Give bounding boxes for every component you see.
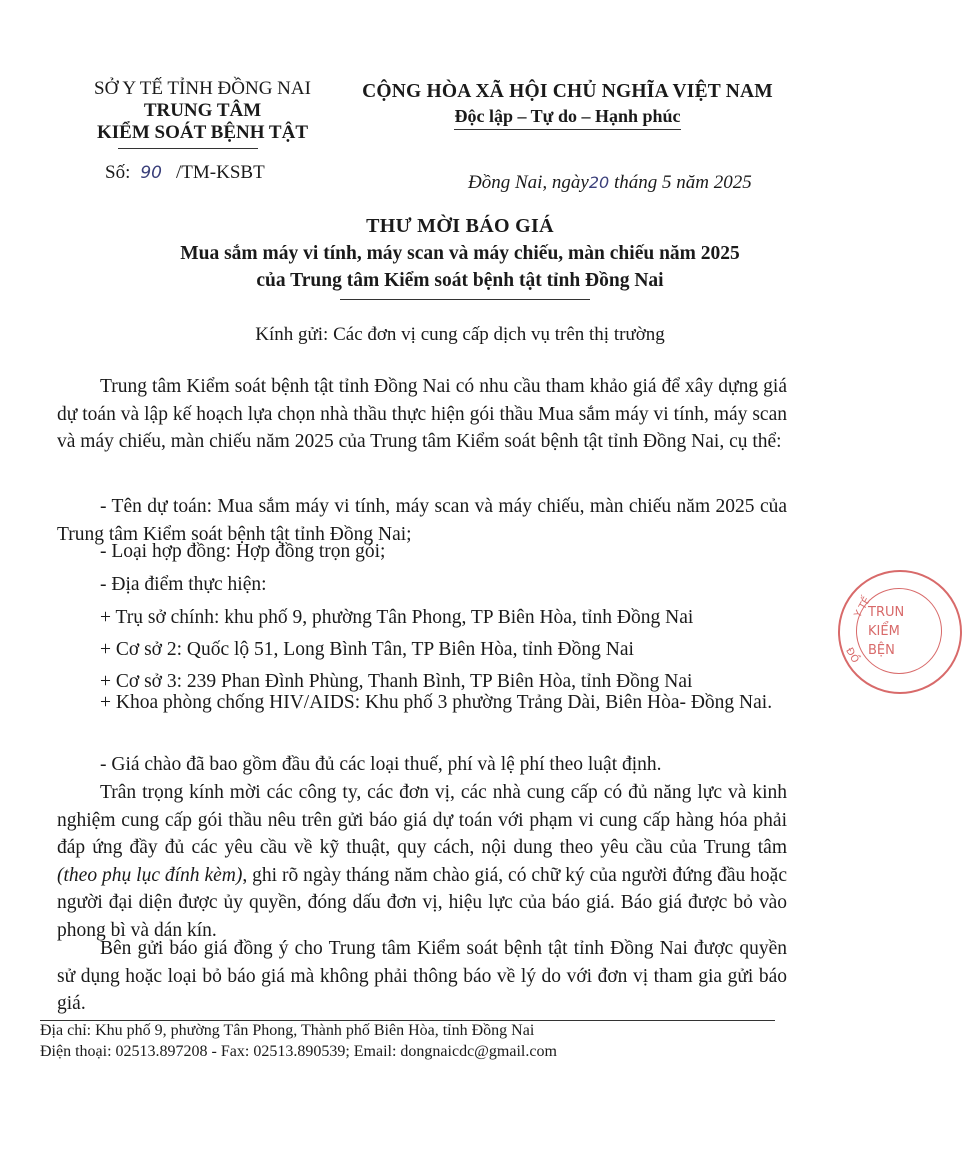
seal-line-2: KIỂM [868,624,900,639]
seal-line-1: TRUN [868,605,905,620]
document-subtitle-1: Mua sắm máy vi tính, máy scan và máy chiếu, màn chiếu năm 2025 [180,243,740,264]
issuing-organization [70,78,335,144]
invitation-text-a: Trân trọng kính mời các công ty, các đơn vị, các nhà cung cấp có đủ năng lực và kinh nghiệm cung cấp gói thầu nêu trên gửi báo giá dự toán với phạm vi cung cấp hàng hóa phải đáp ứng đầy đủ các yêu cầu về kỹ thuật, quy cách, nội dung theo yêu cầu của Trung tâm [57,782,787,858]
nation-title: CỘNG HÒA XÃ HỘI CHỦ NGHĨA VIỆT NAM [362,81,773,102]
org-line-1: SỞ Y TẾ TỈNH ĐỒNG NAI [94,78,311,99]
seal-ring-top-text: Y TẾ [852,595,874,620]
location-3: + Cơ sở 3: 239 Phan Đình Phùng, Thanh Bình, TP Biên Hòa, tỉnh Đồng Nai [100,671,693,692]
invitation-text-b: , ghi rõ ngày tháng năm chào giá, có chữ ký của người đứng đầu hoặc người đại diện được ủy quyền, đóng dấu đơn vị, hiệu lực của báo giá. Báo giá được bỏ vào phong bì và dán kín. [57,864,787,941]
footer-divider [40,1020,775,1021]
date-prefix: Đồng Nai, ngày [468,172,589,193]
motto: Độc lập – Tự do – Hạnh phúc [454,104,680,130]
date-suffix: tháng 5 năm 2025 [609,172,752,193]
location-heading: - Địa điểm thực hiện: [100,574,267,595]
location-main: + Trụ sở chính: khu phố 9, phường Tân Phong, TP Biên Hòa, tỉnh Đồng Nai [100,607,694,628]
red-seal-stamp [838,570,962,694]
intro-paragraph: Trung tâm Kiểm soát bệnh tật tỉnh Đồng Nai có nhu cầu tham khảo giá để xây dựng giá dự toán và lập kế hoạch lựa chọn nhà thầu thực hiện gói thầu Mua sắm máy vi tính, máy scan và máy chiếu, màn chiếu năm 2025 của Trung tâm Kiểm soát bệnh tật tỉnh Đồng Nai, cụ thể: [57,376,787,452]
invitation-paragraph [57,779,787,944]
date-day-handwritten: 20 [588,173,610,192]
consent-paragraph: Bên gửi báo giá đồng ý cho Trung tâm Kiểm soát bệnh tật tỉnh Đồng Nai được quyền sử dụng hoặc loại bỏ báo giá mà không phải thông báo về lý do với đơn vị tham gia gửi báo giá. [57,938,787,1014]
so-number-handwritten: 90 [140,163,162,183]
price-note: - Giá chào đã bao gồm đầu đủ các loại thuế, phí và lệ phí theo luật định. [100,754,662,775]
org-line-3: KIỂM SOÁT BỆNH TẬT [97,122,308,143]
title-underline [340,299,590,300]
document-date [468,172,752,194]
document-subtitle-2: của Trung tâm Kiểm soát bệnh tật tỉnh Đồng Nai [256,270,664,291]
document-number [105,162,265,184]
seal-line-3: BỆN [868,643,895,658]
recipient-line: Kính gửi: Các đơn vị cung cấp dịch vụ trên thị trường [255,324,665,345]
appendix-note: (theo phụ lục đính kèm) [57,864,243,886]
org-underline [118,148,258,149]
so-prefix: Số: [105,162,131,183]
estimate-name: - Tên dự toán: Mua sắm máy vi tính, máy scan và máy chiếu, màn chiếu năm 2025 của Trung tâm Kiểm soát bệnh tật tỉnh Đồng Nai; [57,496,787,545]
national-header [335,80,800,130]
footer-address: Địa chỉ: Khu phố 9, phường Tân Phong, Thành phố Biên Hòa, tỉnh Đồng Nai [40,1022,535,1039]
seal-ring-bottom-text: ĐỒ [843,645,861,666]
location-hiv: + Khoa phòng chống HIV/AIDS: Khu phố 3 phường Trảng Dài, Biên Hòa- Đồng Nai. [100,692,773,713]
contract-type: - Loại hợp đồng: Hợp đồng trọn gói; [100,541,386,562]
location-2: + Cơ sở 2: Quốc lộ 51, Long Bình Tân, TP Biên Hòa, tỉnh Đồng Nai [100,639,634,660]
footer-contact: Điện thoại: 02513.897208 - Fax: 02513.890539; Email: dongnaicdc@gmail.com [40,1043,557,1060]
document-title: THƯ MỜI BÁO GIÁ [366,215,554,237]
so-suffix: /TM-KSBT [176,162,265,183]
org-line-2: TRUNG TÂM [143,100,262,121]
